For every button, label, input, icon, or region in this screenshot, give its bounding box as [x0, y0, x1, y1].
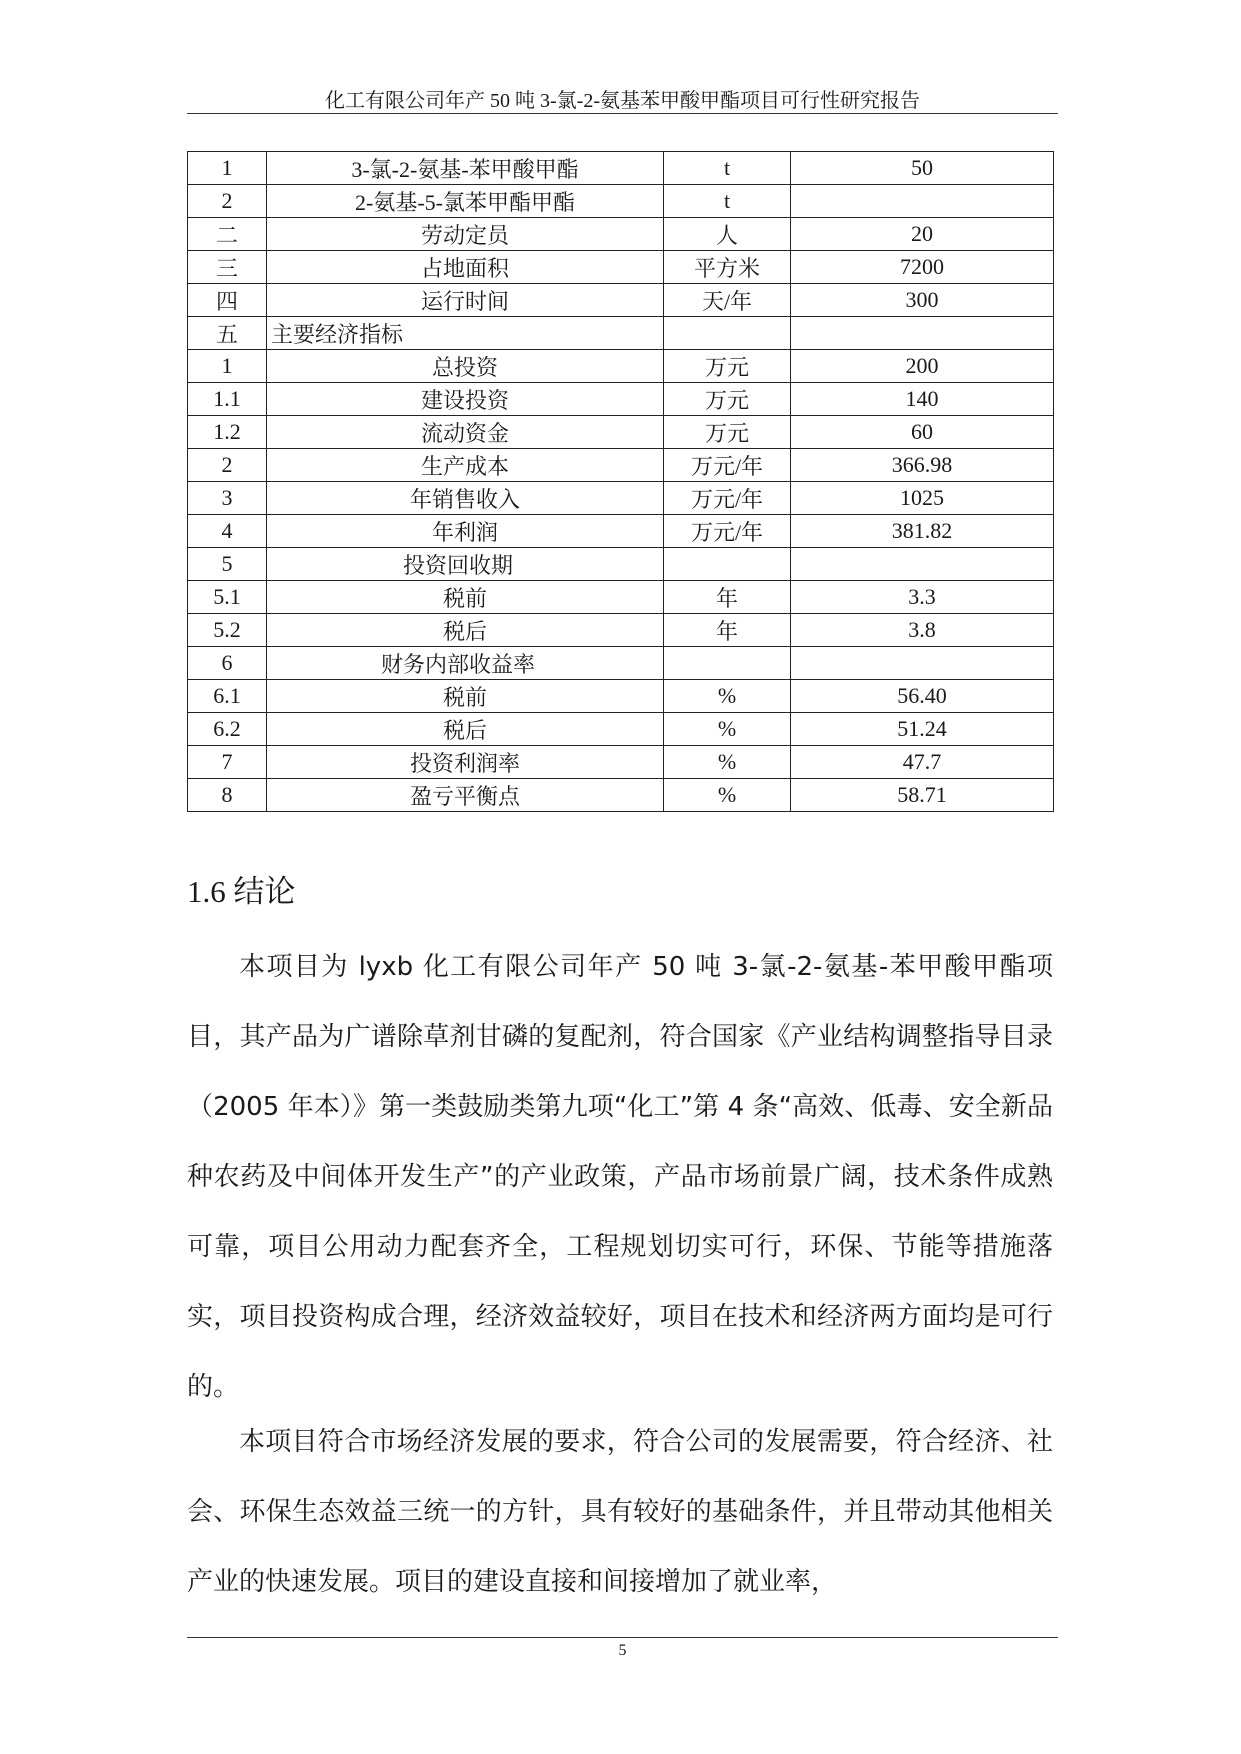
row-value [791, 317, 1054, 350]
row-no: 6.2 [188, 713, 267, 746]
row-name: 建设投资 [267, 383, 664, 416]
row-name: 税前 [267, 581, 664, 614]
table-row [188, 185, 1054, 218]
header-divider [187, 113, 1058, 114]
row-value: 381.82 [791, 515, 1054, 548]
table-row [188, 482, 1054, 515]
row-name: 占地面积 [267, 251, 664, 284]
row-unit: t [664, 185, 791, 218]
row-value: 3.3 [791, 581, 1054, 614]
table-row [188, 680, 1054, 713]
row-value: 300 [791, 284, 1054, 317]
row-no: 1 [188, 350, 267, 383]
row-name: 投资利润率 [267, 746, 664, 779]
row-unit [664, 647, 791, 680]
table-row [188, 746, 1054, 779]
row-no: 五 [188, 317, 267, 350]
row-name: 财务内部收益率 [267, 647, 664, 680]
row-unit: % [664, 746, 791, 779]
row-no: 8 [188, 779, 267, 812]
row-value: 3.8 [791, 614, 1054, 647]
row-no: 2 [188, 185, 267, 218]
row-no: 6 [188, 647, 267, 680]
row-name: 投资回收期 [267, 548, 664, 581]
table-row [188, 713, 1054, 746]
table-row [188, 284, 1054, 317]
table-row [188, 779, 1054, 812]
page-number: 5 [618, 1642, 627, 1659]
row-unit: 万元/年 [664, 449, 791, 482]
row-value: 56.40 [791, 680, 1054, 713]
row-value: 366.98 [791, 449, 1054, 482]
row-value: 20 [791, 218, 1054, 251]
section-heading: 1.6 结论 [187, 874, 296, 909]
paragraph-text: 本项目为 lyxb 化工有限公司年产 50 吨 3-氯-2-氨基-苯甲酸甲酯项目，其产品为广谱除草剂甘磷的复配剂，符合国家《产业结构调整指导目录（2005 年本）》第一类鼓励类第九项“化工”第 4 条“高效、低毒、安全新品种农药及中间体开发生产”的产业政策，产品市场前景广阔，技术条件成熟可靠，项目公用动力配套齐全，工程规划切实可行，环保、节能等措施落实，项目投资构成合理，经济效益较好，项目在技术和经济两方面均是可行的。 [187, 952, 1053, 1402]
table-row [188, 515, 1054, 548]
row-name: 年利润 [267, 515, 664, 548]
row-value: 140 [791, 383, 1054, 416]
row-name: 税后 [267, 713, 664, 746]
table-row [188, 416, 1054, 449]
row-name: 税前 [267, 680, 664, 713]
page-header-title: 化工有限公司年产 50 吨 3-氯-2-氨基苯甲酸甲酯项目可行性研究报告 [325, 90, 920, 112]
row-no: 4 [188, 515, 267, 548]
row-unit [664, 548, 791, 581]
row-unit: 人 [664, 218, 791, 251]
table-row [188, 218, 1054, 251]
row-unit: 年 [664, 614, 791, 647]
row-name: 税后 [267, 614, 664, 647]
row-name: 流动资金 [267, 416, 664, 449]
table-row [188, 152, 1054, 185]
row-no: 7 [188, 746, 267, 779]
row-no: 二 [188, 218, 267, 251]
row-no: 1 [188, 152, 267, 185]
row-unit: % [664, 713, 791, 746]
row-name: 3-氯-2-氨基-苯甲酸甲酯 [267, 152, 664, 185]
row-unit: 年 [664, 581, 791, 614]
row-unit: % [664, 680, 791, 713]
row-value: 60 [791, 416, 1054, 449]
row-unit: t [664, 152, 791, 185]
row-value: 200 [791, 350, 1054, 383]
row-value [791, 647, 1054, 680]
row-name: 运行时间 [267, 284, 664, 317]
table-row [188, 317, 1054, 350]
row-name: 生产成本 [267, 449, 664, 482]
footer-divider [187, 1637, 1058, 1638]
row-value: 1025 [791, 482, 1054, 515]
row-unit: 平方米 [664, 251, 791, 284]
row-name: 主要经济指标 [267, 317, 664, 350]
row-name: 年销售收入 [267, 482, 664, 515]
table-row [188, 581, 1054, 614]
table-row [188, 647, 1054, 680]
row-value [791, 185, 1054, 218]
table-row [188, 350, 1054, 383]
row-unit: 万元 [664, 416, 791, 449]
row-unit [664, 317, 791, 350]
row-value: 50 [791, 152, 1054, 185]
indicator-table [187, 151, 1054, 812]
row-value: 47.7 [791, 746, 1054, 779]
table-row [188, 614, 1054, 647]
row-no: 三 [188, 251, 267, 284]
table-body [188, 152, 1054, 812]
row-unit: 万元 [664, 383, 791, 416]
row-name: 盈亏平衡点 [267, 779, 664, 812]
row-no: 1.1 [188, 383, 267, 416]
row-name: 2-氨基-5-氯苯甲酯甲酯 [267, 185, 664, 218]
row-no: 5 [188, 548, 267, 581]
row-no: 四 [188, 284, 267, 317]
row-no: 6.1 [188, 680, 267, 713]
table-row [188, 548, 1054, 581]
row-unit: 万元 [664, 350, 791, 383]
row-value: 51.24 [791, 713, 1054, 746]
paragraph-text: 本项目符合市场经济发展的要求，符合公司的发展需要，符合经济、社会、环保生态效益三统一的方针，具有较好的基础条件，并且带动其他相关产业的快速发展。项目的建设直接和间接增加了就业率， [187, 1427, 1053, 1597]
table-row [188, 251, 1054, 284]
row-name: 劳动定员 [267, 218, 664, 251]
row-no: 2 [188, 449, 267, 482]
row-unit: % [664, 779, 791, 812]
row-value: 7200 [791, 251, 1054, 284]
body-paragraph [187, 1407, 1053, 1617]
row-no: 5.2 [188, 614, 267, 647]
table-row [188, 383, 1054, 416]
row-no: 3 [188, 482, 267, 515]
row-unit: 万元/年 [664, 482, 791, 515]
row-no: 1.2 [188, 416, 267, 449]
row-unit: 万元/年 [664, 515, 791, 548]
row-value [791, 548, 1054, 581]
table-row [188, 449, 1054, 482]
row-value: 58.71 [791, 779, 1054, 812]
row-no: 5.1 [188, 581, 267, 614]
row-unit: 天/年 [664, 284, 791, 317]
row-name: 总投资 [267, 350, 664, 383]
body-paragraph [187, 932, 1053, 1422]
